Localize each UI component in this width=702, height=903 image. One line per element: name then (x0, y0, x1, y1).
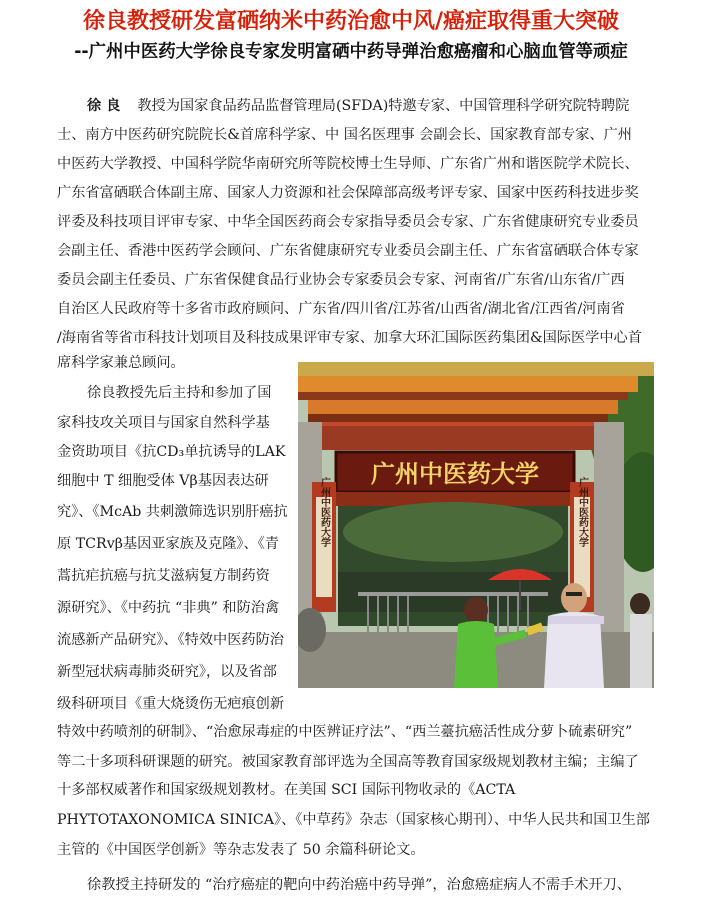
paragraph-line: 徐良教授先后主持和参加了国 (87, 385, 272, 401)
line-text: 教授为国家食品药品监督管理局(SFDA)特邀专家、中国管理科学研究院特聘院 (137, 98, 630, 114)
professor-name: 徐 良 (87, 98, 121, 114)
university-gate-photo (298, 362, 654, 688)
paragraph-line: 评委及科技项目评审专家、中华全国医药商会专家指导委员会专家、广东省健康研究专业委员 (57, 214, 639, 230)
paragraph-line: 究》、《McAb 共刺激筛选识别肝癌抗 (57, 504, 288, 520)
paragraph-line: 级科研项目《重大烧烫伤无疤痕创新 (57, 696, 285, 712)
paragraph-line: 特效中药喷剂的研制》、“治愈尿毒症的中医辨证疗法”、“西兰薹抗癌活性成分萝卜硫素研究” (57, 724, 633, 740)
paragraph-line: 徐教授主持研发的 “治疗癌症的靶向中药治癌中药导弹”，治愈癌症病人不需手术开刀、 (87, 877, 631, 893)
paragraph-line: 细胞中 T 细胞受体 Vβ基因表达研 (57, 473, 269, 489)
paragraph-line: 席科学家兼总顾问。 (57, 355, 185, 371)
paragraph-line: 委员会副主任委员、广东省保健食品行业协会专家委员会专家、河南省/广东省/山东省/广西 (57, 272, 625, 288)
paragraph-line: 流感新产品研究》、《特效中医药防治 (57, 632, 284, 648)
paragraph-line: 中医药大学教授、中国科学院华南研究所等院校博士生导师、广东省广州和谐医院学术院长、 (57, 156, 639, 172)
paragraph-line: 蒿抗疟抗癌与抗艾滋病复方制药资 (57, 568, 270, 584)
left-pillar-text: 广州中医药大学 (318, 477, 330, 547)
paragraph-line: 主管的《中国医学创新》等杂志发表了 50 余篇科研论文。 (57, 842, 425, 858)
paragraph-line: 原 TCRvβ基因亚家族及克隆》、《青 (57, 536, 279, 552)
paragraph-line: 自治区人民政府等十多省市政府顾问、广东省/四川省/江苏省/山西省/湖北省/江西省/河南省 (57, 301, 625, 317)
paragraph-line: 会副主任、香港中医药学会顾问、广东省健康研究专业委员会副主任、广东省富硒联合体专家 (57, 243, 639, 259)
paragraph-line: /海南省等省市科技计划项目及科技成果评审专家、加拿大环汇国际医药集团&国际医学中心首 (57, 330, 642, 346)
paragraph-line: PHYTOTAXONOMICA SINICA》、《中草药》杂志（国家核心期刊）、中华人民共和国卫生部 (57, 812, 650, 828)
paragraph-line: 家科技攻关项目与国家自然科学基 (57, 415, 270, 431)
paragraph-line: 广东省富硒联合体副主席、国家人力资源和社会保障部高级考评专家、国家中医药科技进步奖 (57, 185, 639, 201)
paragraph-line: 新型冠状病毒肺炎研究》，以及省部 (57, 664, 277, 680)
paragraph-line: 士、南方中医药研究院院长&首席科学家、中 国名医理事 会副会长、国家教育部专家、广州 (57, 127, 632, 143)
paragraph-line: 金资助项目《抗CD₃单抗诱导的LAK (57, 444, 286, 460)
paragraph-line: 十多部权威著作和国家级规划教材。在美国 SCI 国际刊物收录的《ACTA (57, 782, 516, 798)
paragraph-line: 源研究》、《中药抗 “非典” 和防治禽 (57, 600, 280, 616)
article-subtitle: --广州中医药大学徐良专家发明富硒中药导弹治愈癌瘤和心脑血管等顽症 (74, 42, 628, 62)
paragraph-line: 等二十多项科研课题的研究。被国家教育部评选为全国高等教育国家级规划教材主编；主编了 (57, 754, 639, 770)
article-title: 徐良教授研发富硒纳米中药治愈中风/癌症取得重大突破 (82, 9, 620, 34)
right-pillar-text: 广州中医药大学 (576, 477, 588, 547)
gate-sign-text: 广州中医药大学 (371, 459, 539, 488)
paragraph-line (87, 96, 629, 116)
